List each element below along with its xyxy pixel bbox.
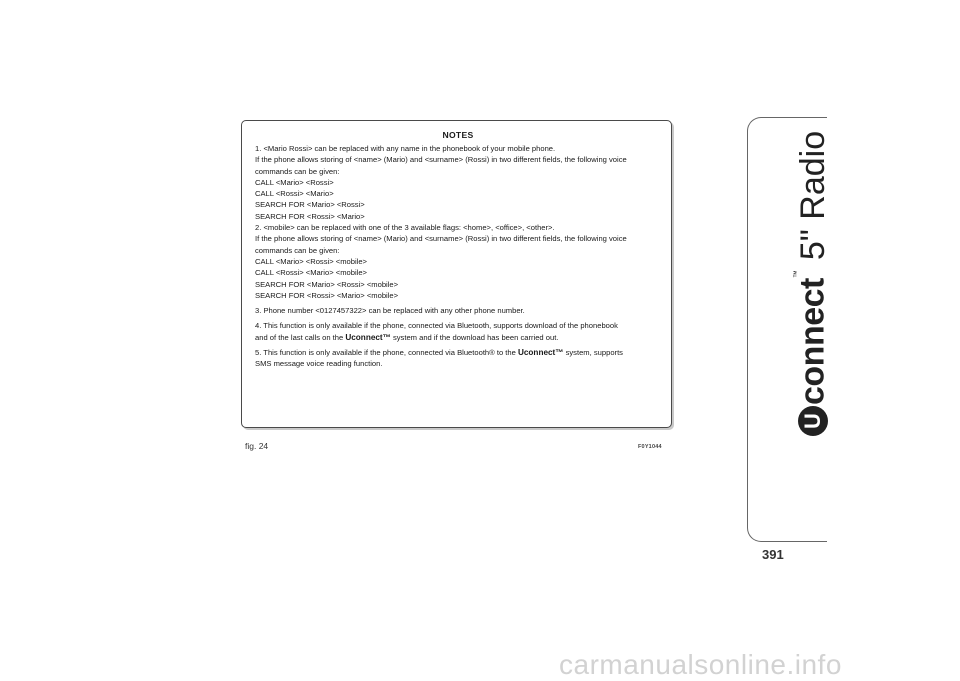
note-5-line-1 [255, 347, 661, 358]
note-line: SEARCH FOR <Rossi> <Mario> <mobile> [255, 290, 399, 300]
note-line: CALL <Mario> <Rossi> [255, 177, 334, 187]
note-line: 2. <mobile> can be replaced with one of the 3 available flags: <home>, <office>, <other>. [255, 223, 555, 233]
chapter-title-text: 5" Radio [793, 130, 832, 261]
uconnect-logo-icon: U [798, 406, 828, 436]
uconnect-brand: Uconnect™ [517, 348, 564, 358]
figure-label: fig. 24 [245, 441, 269, 451]
trademark: ™ [792, 270, 801, 279]
note-line: commands can be given: [255, 166, 340, 176]
note-5-text-b: system, supports [563, 348, 623, 358]
notes-title: NOTES [442, 130, 474, 140]
note-line: SEARCH FOR <Mario> <Rossi> [255, 200, 365, 210]
note-5-text-a: 5. This function is only available if the phone, connected via Bluetooth® to the [255, 348, 518, 358]
note-line: CALL <Mario> <Rossi> <mobile> [255, 256, 367, 266]
note-line: SEARCH FOR <Mario> <Rossi> <mobile> [255, 279, 399, 289]
note-line: commands can be given: [255, 245, 340, 255]
page-number: 391 [762, 547, 784, 562]
figure-code: F0Y1044 [638, 444, 662, 450]
note-4-line-2 [255, 332, 661, 343]
note-3: 3. Phone number <0127457322> can be replaced with any other phone number. [255, 306, 525, 316]
note-line: If the phone allows storing of <name> (Mario) and <surname> (Rossi) in two different fields, the following voice [255, 234, 627, 244]
note-line: 1. <Mario Rossi> can be replaced with any name in the phonebook of your mobile phone. [255, 144, 556, 153]
chapter-title [792, 131, 833, 436]
watermark: carmanualsonline.info [559, 649, 842, 680]
note-line: CALL <Rossi> <Mario> <mobile> [255, 268, 367, 278]
note-4-line-1: 4. This function is only available if the phone, connected via Bluetooth, supports download of the phonebook [255, 321, 618, 331]
note-line: SEARCH FOR <Rossi> <Mario> [255, 211, 365, 221]
note-4-text-a: and of the last calls on the [255, 332, 346, 342]
uconnect-brand: Uconnect™ [345, 332, 391, 342]
notes-box [241, 120, 672, 428]
note-line: CALL <Rossi> <Mario> [255, 189, 334, 199]
brand-name: connect [793, 278, 832, 405]
note-line: If the phone allows storing of <name> (Mario) and <surname> (Rossi) in two different fields, the following voice [255, 155, 627, 165]
note-4-text-b: system and if the download has been carried out. [390, 332, 559, 342]
note-5-line-2: SMS message voice reading function. [255, 359, 383, 369]
